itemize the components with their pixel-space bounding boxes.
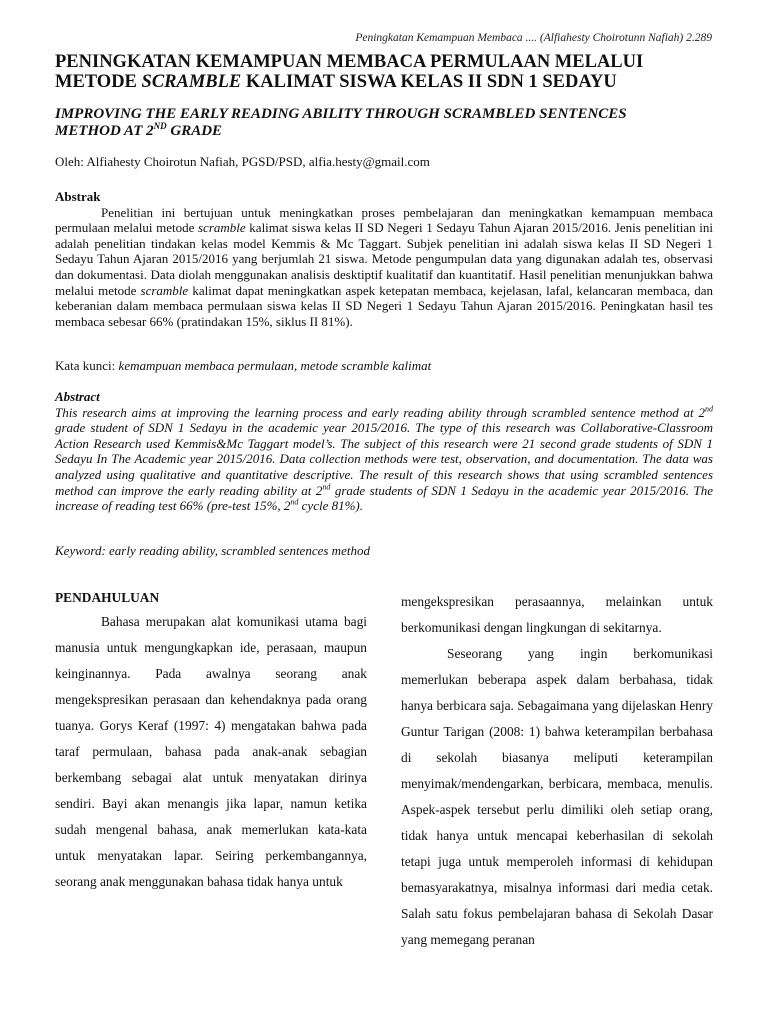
abstract-text-4: cycle 81%). — [298, 498, 364, 514]
subtitle-line-1: IMPROVING THE EARLY READING ABILITY THROUGH SCRAMBLED SENTENCES — [55, 106, 627, 122]
body-paragraph: Bahasa merupakan alat komunikasi utama bagi manusia untuk mengungkapkan ide, perasaan, maupun keinginannya. Pada awalnya seorang anak mengekspresikan perasaan dan kehendaknya pada orang tuanya. Gorys Keraf (1997: 4) mengatakan bahwa pada taraf permulaan, bahasa pada anak-anak sebagian berkembang sebagai alat untuk menyatakan dirinya sendiri. Bayi akan menangis jika lapar, namun ketika sudah mengenal bahasa, anak memerlukan kata-kata untuk menyatakan lapar. Seiring perkembangannya, seorang anak menggunakan bahasa tidak hanya untuk — [55, 614, 367, 889]
kata-kunci — [55, 358, 713, 374]
abstract-heading: Abstract — [55, 389, 100, 404]
abstrak-scramble-2: scramble — [140, 282, 189, 298]
abstract-sup-1: nd — [705, 404, 713, 414]
section-heading-pendahuluan: PENDAHULUAN — [55, 590, 160, 605]
subtitle-line-2-start: METHOD AT 2 — [55, 123, 154, 139]
abstrak-section — [55, 189, 713, 329]
keyword-line: Keyword: early reading ability, scrambled sentences method — [55, 543, 370, 558]
kata-kunci-label: Kata kunci: — [55, 358, 119, 373]
body-paragraph: mengekspresikan perasaannya, melainkan untuk berkomunikasi dengan lingkungan di sekitarnya. — [401, 594, 713, 635]
kata-kunci-value: kemampuan membaca permulaan, metode scramble kalimat — [118, 358, 432, 373]
subtitle-line-2-end: GRADE — [166, 123, 223, 139]
title-line-2-start: METODE — [55, 72, 142, 92]
abstrak-text-2: kalimat siswa kelas II SD Negeri 1 Sedayu Tahun Ajaran 2015/2016. Jenis penelitian ini adalah penelitian tindakan kelas model Kemmis & Mc Taggart. Subjek penelitian ini adalah siswa kelas II SD Negeri 1 Sedayu Tahun Ajaran 2015/2016 yang berjumlah 21 siswa. Metode pengumpulan data yang digunakan adalah tes, observasi dan dokumentasi. Data diolah menggunakan analisis desktiptif kualitatif dan kuantitatif. Hasil penelitian menunjukkan bahwa melalui metode — [55, 220, 713, 298]
author-line: Oleh: Alfiahesty Choirotun Nafiah, PGSD/PSD, alfia.hesty@gmail.com — [55, 154, 430, 169]
abstrak-text-3: kalimat dapat meningkatkan aspek ketepatan membaca, kejelasan, lafal, kelancaran membaca, dan keberanian dalam membaca permulaan siswa kelas II SD Negeri 1 Sedayu Tahun Ajaran 2015/2016. Peningkatan hasil tes membaca sebesar 66% (pratindakan 15%, siklus II 81%). — [55, 282, 713, 329]
body-column-right — [401, 589, 713, 953]
body-column-left — [55, 589, 367, 895]
abstract-sup-2: nd — [322, 482, 331, 492]
abstract-text-1: This research aims at improving the learning process and early reading ability through scrambled sentence method at 2 — [55, 404, 705, 420]
abstrak-text-1: Penelitian ini bertujuan untuk meningkatkan proses pembelajaran dan meningkatkan kemampuan membaca permulaan melalui metode — [55, 204, 713, 236]
title-line-1: PENINGKATAN KEMAMPUAN MEMBACA PERMULAAN MELALUI — [55, 52, 644, 72]
abstrak-scramble-1: scramble — [198, 220, 246, 236]
abstract-text-2: grade student of SDN 1 Sedayu in the academic year 2015/2016. The type of this research was Collaborative-Classroom Action Research used Kemmis&Mc Taggart model’s. The subject of this research were 21 second grade students of SDN 1 Sedayu In The Academic year 2015/2016. Data collection methods were test, observation, and documentation. The data was analyzed using qualitative and quantitative descriptive. The result of this research shows that using scrambled sentences method can improve the early reading ability at 2 — [55, 420, 713, 498]
running-head: Peningkatan Kemampuan Membaca .... (Alfiahesty Choirotunn Nafiah) 2.289 — [355, 32, 712, 44]
title-scramble-word: SCRAMBLE — [141, 72, 242, 92]
abstract-section — [55, 389, 713, 514]
abstract-text-3: grade students of SDN 1 Sedayu in the academic year 2015/2016. The increase of reading test 66% (pre-test 15%, 2 — [55, 482, 713, 514]
abstrak-text — [55, 205, 713, 330]
subtitle-superscript: ND — [153, 121, 167, 131]
paper-subtitle — [55, 106, 725, 140]
paper-title — [55, 52, 725, 92]
abstract-text — [55, 405, 713, 514]
abstract-sup-3: nd — [290, 497, 299, 507]
body-paragraph: Seseorang yang ingin berkomunikasi memerlukan beberapa aspek dalam berbahasa, tidak hanya berbicara saja. Sebagaimana yang dijelaskan Henry Guntur Tarigan (2008: 1) bahwa keterampilan berbahasa di sekolah biasanya meliputi keterampilan menyimak/mendengarkan, berbicara, membaca, menulis. Aspek-aspek tersebut perlu dimiliki oleh setiap orang, tidak hanya untuk mencapai keberhasilan di sekolah tetapi juga untuk memperoleh informasi di kehidupan bemasyarakatnya, misalnya informasi dari media cetak. Salah satu fokus pembelajaran bahasa di Sekolah Dasar yang memegang peranan — [401, 646, 713, 947]
abstrak-heading: Abstrak — [55, 189, 101, 204]
title-line-2-end: KALIMAT SISWA KELAS II SDN 1 SEDAYU — [241, 72, 617, 92]
